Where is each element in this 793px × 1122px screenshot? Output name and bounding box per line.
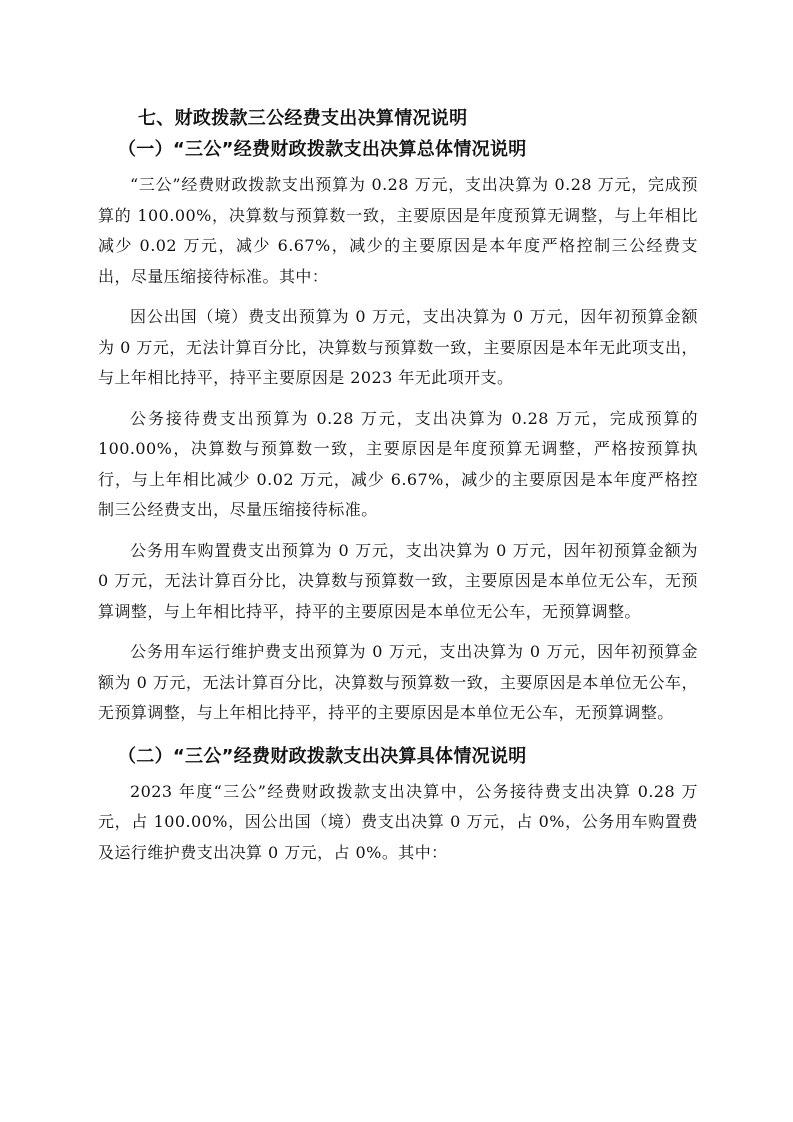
overall-summary-paragraph: “三公”经费财政拨款支出预算为 0.28 万元，支出决算为 0.28 万元，完成预算的 100.00%，决算数与预算数一致，主要原因是年度预算无调整，与上年相比减少 0.02 万元，减少 6.67%，减少的主要原因是本年度严格控制三公经费支出，尽量压缩接待标准。其中： [98,175,698,286]
overseas-travel-paragraph: 因公出国（境）费支出预算为 0 万元，支出决算为 0 万元，因年初预算金额为 0 万元，无法计算百分比，决算数与预算数一致，主要原因是本年无此项支出，与上年相比持平，持平主要原因是 2023 年无此项开支。 [98,307,698,387]
vehicle-maintenance-paragraph: 公务用车运行维护费支出预算为 0 万元，支出决算为 0 万元，因年初预算金额为 0 万元，无法计算百分比，决算数与预算数一致，主要原因是本单位无公车，无预算调整，与上年相比持平，持平的主要原因是本单位无公车，无预算调整。 [98,642,698,722]
vehicle-purchase-paragraph: 公务用车购置费支出预算为 0 万元，支出决算为 0 万元，因年初预算金额为 0 万元，无法计算百分比，决算数与预算数一致，主要原因是本单位无公车，无预算调整，与上年相比持平，持平的主要原因是本单位无公车，无预算调整。 [98,540,698,621]
official-reception-paragraph: 公务接待费支出预算为 0.28 万元，支出决算为 0.28 万元，完成预算的 100.00%，决算数与预算数一致，主要原因是年度预算无调整，严格按预算执行，与上年相比减少 0.02 万元，减少 6.67%，减少的主要原因是本年度严格控制三公经费支出，尽量压缩接待标准。 [98,408,698,519]
overall-subtitle: （一）“三公”经费财政拨款支出决算总体情况说明 [118,139,527,160]
detail-subtitle: （二）“三公”经费财政拨款支出决算具体情况说明 [118,745,527,767]
detail-summary-paragraph: 2023 年度“三公”经费财政拨款支出决算中，公务接待费支出决算 0.28 万元，占 100.00%，因公出国（境）费支出决算 0 万元，占 0%，公务用车购置费及运行维护费支出决算 0 万元，占 0%。其中： [98,781,698,862]
document-body [98,104,698,868]
section-title: 七、财政拨款三公经费支出决算情况说明 [138,108,468,129]
